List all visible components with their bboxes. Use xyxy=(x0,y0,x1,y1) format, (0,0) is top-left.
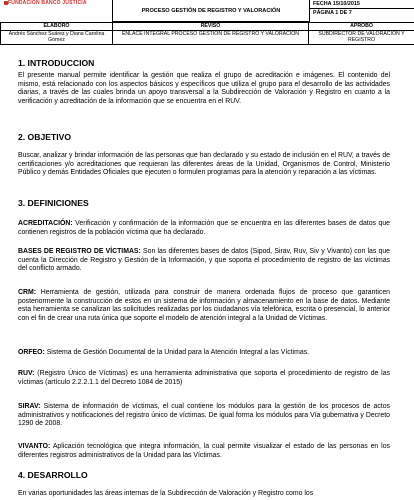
reviso-label: REVISÓ xyxy=(113,23,309,31)
section-definiciones-title: 3. DEFINICIONES xyxy=(18,198,89,208)
definition-bases xyxy=(18,248,390,274)
reviso-value: ENLACE INTEGRAL PROCESO GESTIÓN DE REGISTRO Y VALORACIÓN xyxy=(113,31,309,45)
definition-term: ORFEO: xyxy=(18,349,45,356)
doc-date: FECHA 15/10/2015 xyxy=(310,0,414,9)
section-desarrollo-text: En varias oportunidades las áreas internas de la Subdirección de Valoración y Registro como los xyxy=(18,490,314,497)
definition-term: RUV: xyxy=(18,370,35,377)
definition-acreditacion xyxy=(18,220,390,237)
definition-ruv xyxy=(18,370,390,387)
elaboro-label: ELABORÓ xyxy=(1,23,113,31)
definition-term: VIVANTO: xyxy=(18,443,51,450)
definition-text: Aplicación tecnológica que integra información, la cual permite visualizar el estado de las personas en los diferentes registros administrativos de la Unidad para las Víctimas. xyxy=(18,443,390,459)
definition-text: Sistema de información de víctimas, el cual contiene los módulos para la gestión de los procesos de actos administrativos y notificaciones del registro único de víctimas. De igual forma los módulos para Vía gubernativa y Decreto 1290 de 2008. xyxy=(18,403,390,428)
definition-term: CRM: xyxy=(18,289,36,296)
definition-orfeo xyxy=(18,349,390,358)
section-introduccion-text: El presente manual permite identificar la gestión que realiza el grupo de acreditación e imágenes. El contenido del mismo, está relacionado con los aspectos básicos y específicos que utiliza el grupo para el desarrollo de las actividades diarias, a través de las cuales brinda un apoyo transversal a la Subdirección de Valoración y Registro en cuanto a la verificación y acreditación de la información que se encuentra en el RUV. xyxy=(18,72,390,105)
definition-text: (Registro Único de Víctimas) es una herramienta administrativa que soporta el procedimiento de registro de las víctimas (artículo 2.2.2.1.1 del Decreto 1084 de 2015) xyxy=(18,370,390,386)
definition-text: Verificación y confirmación de la información que se encuentra en las diferentes bases de datos que contienen registros de la población víctima que ha declarado. xyxy=(18,220,390,236)
doc-page-number: PÁGINA 1 DE 7 xyxy=(313,10,352,16)
definition-text: Sistema de Gestión Documental de la Unidad para la Atención Integral a las Víctimas. xyxy=(44,349,310,356)
definition-vivanto xyxy=(18,443,390,460)
logo-text: FUNDACIÓN BANCO JUSTICIA xyxy=(8,0,87,6)
definition-term: ACREDITACIÓN: xyxy=(18,220,73,227)
definition-term: SIRAV: xyxy=(18,403,41,410)
definition-crm xyxy=(18,289,390,323)
definition-sirav xyxy=(18,403,390,429)
section-objetivo-title: 2. OBJETIVO xyxy=(18,132,72,142)
definition-text: Herramienta de gestión, utilizada para construir de manera ordenada flujos de proceso que garanticen posteriormente la construcción de estos en un sistema de información y almacenamiento en la base de datos. Mediante esta herramienta se canalizan las solicitudes realizadas por los ciudadanos vía telefónica, escrita o presencial, lo anterior con el fin de crear una ruta única que soporte el modelo de atención integral a la Unidad de Víctimas. xyxy=(18,289,390,322)
section-objetivo-text: Buscar, analizar y brindar información de las personas que han declarado y su estado de inclusión en el RUV, a través de certificaciones y/o acreditaciones que requieran las diferentes áreas de la Unidad, Organismos de Control, Ministerio Público y demás Entidades Oficiales que ejecuten o formulen programas para la atención y reparación a las víctimas. xyxy=(18,152,390,177)
logo xyxy=(0,0,112,22)
section-desarrollo-title: 4. DESARROLLO xyxy=(18,470,88,480)
approval-table xyxy=(0,22,414,45)
aprobo-value: SUBDIRECTOR DE VALORACIÓN Y REGISTRO xyxy=(309,31,414,45)
doc-meta xyxy=(310,0,414,22)
aprobo-label: APROBÓ xyxy=(309,23,414,31)
elaboro-value: Andrés Sánchez Suárez y Diana Carolina Gómez xyxy=(1,31,113,45)
definition-term: BASES DE REGISTRO DE VÍCTIMAS: xyxy=(18,248,141,255)
document-header xyxy=(0,0,414,22)
definition-text: Son las diferentes bases de datos (Sipod, Sirav, Ruv, Siv y Vivanto) con las que cuenta la Dirección de Registro y Gestión de la Información, y que soporta el procedimiento de registro de las víctimas del conflicto armado. xyxy=(18,248,390,273)
section-introduccion-title: 1. INTRODUCCION xyxy=(18,58,95,68)
process-title: PROCESO GESTIÓN DE REGISTRO Y VALORACIÓN xyxy=(112,0,310,22)
